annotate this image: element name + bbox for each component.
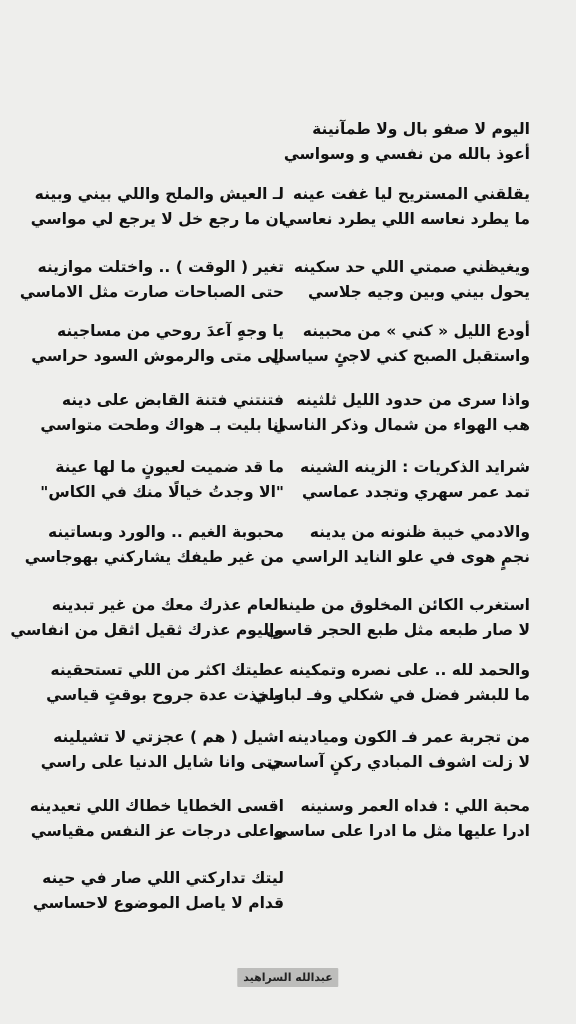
stanza-right-5 xyxy=(250,388,530,438)
verse-line: ويغيظني صمتي اللي حد سكينه xyxy=(293,258,530,276)
stanza-left-8 xyxy=(4,658,284,708)
verse-line: ما يطرد نعاسه اللي يطرد نعاسي xyxy=(281,210,530,228)
verse-line: واليوم عذرك ثقيل اثقل من انفاسي xyxy=(10,621,284,639)
stanza-left-9 xyxy=(4,725,284,775)
verse-line: شرايد الذكريات : الزينه الشينه xyxy=(300,458,530,476)
verse-line: ما قد ضميت لعيونٍ ما لها عينة xyxy=(55,458,284,476)
stanza-right-4 xyxy=(250,319,530,369)
verse-line: لا زلت اشوف المبادي ركنٍ آساسي xyxy=(267,753,530,771)
stanza-left-3 xyxy=(4,319,284,369)
stanza-right-10 xyxy=(250,725,530,775)
stanza-left-7 xyxy=(4,593,284,643)
verse-line: انا بليت بـ هواك وطحت متواسي xyxy=(40,416,284,434)
verse-line: عطيتك اكثر من اللي تستحقينه xyxy=(50,661,284,679)
author-signature-label: عبدالله السراهيد xyxy=(237,968,338,987)
verse-line: أودع الليل « كني » من محبينه xyxy=(302,322,530,340)
verse-line: "الا وجدتُ خيالًا منك في الكاس" xyxy=(40,483,284,501)
verse-line: ان ما رجع خل لا يرجع لي مواسي xyxy=(30,210,284,228)
verse-line: قدام لا ياصل الموضوع لاحساسي xyxy=(32,894,284,912)
verse-line: أعوذ بالله من نفسي و وسواسي xyxy=(283,145,530,163)
verse-line: واستقبل الصبح كني لاجئٍ سياسي xyxy=(270,347,530,365)
verse-line: محبوبة الغيم .. والورد وبساتينه xyxy=(47,523,284,541)
verse-line: اشيل ( هم ) عجزتي لا تشيلينه xyxy=(53,728,284,746)
verse-line: ليتك تداركتي اللي صار في حينه xyxy=(42,869,284,887)
verse-line: يقلقني المستريح ليا غفت عينه xyxy=(292,185,530,203)
stanza-left-4 xyxy=(4,388,284,438)
verse-line: محبة اللي : فداه العمر وسنينه xyxy=(300,797,530,815)
verse-line: من تجربة عمر فـ الكون وميادينه xyxy=(287,728,530,746)
stanza-right-3 xyxy=(250,255,530,305)
verse-line: يا وجهٍ آعدَ روحي من مساجينه xyxy=(56,322,284,340)
verse-line: والحمد لله .. على نصره وتمكينه xyxy=(289,661,530,679)
verse-line: نجمٍ هوى في علو النايد الراسي xyxy=(291,548,530,566)
verse-line: فتنتني فتنة القابض على دينه xyxy=(61,391,284,409)
stanza-left-2 xyxy=(4,255,284,305)
verse-line: العام عذرك معك من غير تبدينه xyxy=(51,596,284,614)
verse-line: استغرب الكائن المخلوق من طينه xyxy=(279,596,530,614)
verse-line: ما للبشر فضل في شكلي وفـ لباسي xyxy=(252,686,530,704)
verse-line: تمد عمر سهري وتجدد عماسي xyxy=(302,483,530,501)
verse-line: تغير ( الوقت ) .. واختلت موازينه xyxy=(37,258,284,276)
verse-line: حتى وانا شايل الدنيا على راسي xyxy=(40,753,284,771)
stanza-right-8 xyxy=(250,593,530,643)
stanza-right-2 xyxy=(250,182,530,232)
verse-line: والادمي خيبة ظنونه من يدينه xyxy=(309,523,530,541)
verse-line: لا صار طبعه مثل طبع الحجر قاسي xyxy=(266,621,530,639)
verse-line: واخذت عدة جروح بوقتٍ قياسي xyxy=(46,686,284,704)
verse-line: اليوم لا صفو بال ولا طمآنينة xyxy=(312,120,530,138)
stanza-right-1 xyxy=(250,117,530,167)
verse-line: حتى الصباحات صارت مثل الاماسي xyxy=(19,283,284,301)
stanza-right-11 xyxy=(250,794,530,844)
verse-line: لـ العيش والملح واللي بيني وبينه xyxy=(34,185,284,203)
stanza-right-9 xyxy=(250,658,530,708)
verse-line: هب الهواء من شمال وذكر الناسي xyxy=(272,416,530,434)
verse-line: اقسى الخطايا خطاك اللي تعيدينه xyxy=(29,797,284,815)
verse-line: يحول بيني وبين وجيه جلاسي xyxy=(307,283,530,301)
stanza-left-6 xyxy=(4,520,284,570)
verse-line: من غير طيفك يشاركني بهوجاسي xyxy=(24,548,284,566)
stanza-left-5 xyxy=(4,455,284,505)
stanza-right-6 xyxy=(250,455,530,505)
stanza-left-11 xyxy=(4,866,284,916)
verse-line: ادرا عليها مثل ما ادرا على ساسي xyxy=(273,822,530,840)
stanza-right-7 xyxy=(250,520,530,570)
verse-line: الى متى والرموش السود حراسي xyxy=(31,347,284,365)
verse-line: واعلى درجات عز النفس مقياسي xyxy=(30,822,284,840)
stanza-left-1 xyxy=(4,182,284,232)
verse-line: واذا سرى من حدود الليل ثلثينه xyxy=(296,391,530,409)
stanza-left-10 xyxy=(4,794,284,844)
